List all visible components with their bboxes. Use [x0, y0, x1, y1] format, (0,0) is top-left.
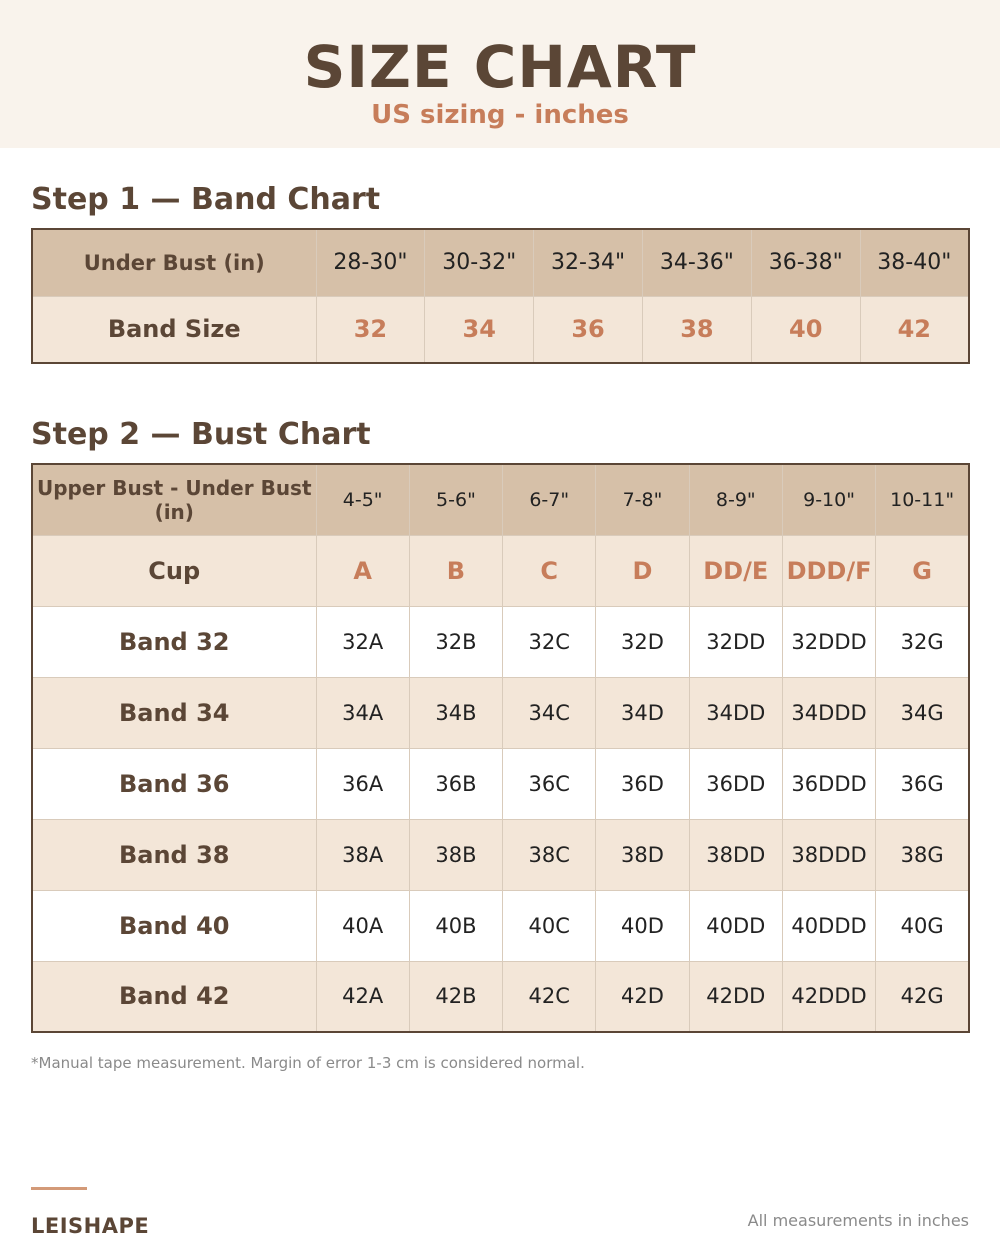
bust-difference-range: 7-8"	[596, 464, 689, 535]
bust-difference-range: 10-11"	[876, 464, 969, 535]
table-row	[32, 819, 969, 890]
table-row	[32, 890, 969, 961]
band-size-value: 34	[425, 296, 534, 363]
bust-difference-range: 4-5"	[316, 464, 409, 535]
band-row-label: Band 36	[32, 748, 316, 819]
size-cell: 38A	[316, 819, 409, 890]
size-cell: 42D	[596, 961, 689, 1032]
size-cell: 38C	[503, 819, 596, 890]
band-row-label: Band 40	[32, 890, 316, 961]
size-cell: 42DD	[689, 961, 782, 1032]
size-cell: 34A	[316, 677, 409, 748]
page-subtitle: US sizing - inches	[371, 100, 629, 130]
cup-value: B	[409, 535, 502, 606]
band-size-value: 42	[860, 296, 969, 363]
size-cell: 40DD	[689, 890, 782, 961]
cup-value: G	[876, 535, 969, 606]
band-row-label: Band 34	[32, 677, 316, 748]
bust-chart-title: Step 2 — Bust Chart	[31, 417, 371, 452]
size-cell: 34D	[596, 677, 689, 748]
table-row	[32, 606, 969, 677]
band-size-row	[32, 296, 969, 363]
bust-chart-table	[31, 463, 970, 1033]
size-cell: 36A	[316, 748, 409, 819]
size-cell: 40C	[503, 890, 596, 961]
band-chart-title: Step 1 — Band Chart	[31, 182, 381, 217]
size-cell: 34DDD	[782, 677, 875, 748]
size-cell: 34DD	[689, 677, 782, 748]
table-row	[32, 677, 969, 748]
cup-row	[32, 535, 969, 606]
under-bust-range: 38-40"	[860, 229, 969, 296]
cup-value: A	[316, 535, 409, 606]
size-cell: 34C	[503, 677, 596, 748]
size-cell: 42G	[876, 961, 969, 1032]
size-cell: 42DDD	[782, 961, 875, 1032]
size-cell: 32D	[596, 606, 689, 677]
size-cell: 40G	[876, 890, 969, 961]
size-cell: 36C	[503, 748, 596, 819]
under-bust-range: 34-36"	[642, 229, 751, 296]
bust-difference-label: Upper Bust - Under Bust (in)	[32, 464, 316, 535]
under-bust-range: 28-30"	[316, 229, 425, 296]
cup-value: DDD/F	[782, 535, 875, 606]
band-size-label: Band Size	[32, 296, 316, 363]
table-row	[32, 961, 969, 1032]
cup-value: D	[596, 535, 689, 606]
size-cell: 40D	[596, 890, 689, 961]
size-cell: 38DDD	[782, 819, 875, 890]
size-cell: 32DD	[689, 606, 782, 677]
under-bust-range: 30-32"	[425, 229, 534, 296]
bust-difference-range: 6-7"	[503, 464, 596, 535]
size-cell: 32G	[876, 606, 969, 677]
size-cell: 32B	[409, 606, 502, 677]
cup-value: DD/E	[689, 535, 782, 606]
header-banner	[0, 0, 1000, 148]
cup-value: C	[503, 535, 596, 606]
size-cell: 36DDD	[782, 748, 875, 819]
size-cell: 38D	[596, 819, 689, 890]
size-cell: 42A	[316, 961, 409, 1032]
size-cell: 34B	[409, 677, 502, 748]
size-cell: 34G	[876, 677, 969, 748]
band-row-label: Band 38	[32, 819, 316, 890]
band-size-value: 32	[316, 296, 425, 363]
under-bust-range: 32-34"	[534, 229, 643, 296]
size-cell: 32DDD	[782, 606, 875, 677]
size-cell: 42B	[409, 961, 502, 1032]
bust-difference-range: 9-10"	[782, 464, 875, 535]
bust-difference-range: 8-9"	[689, 464, 782, 535]
band-chart-table	[31, 228, 970, 364]
band-size-value: 40	[751, 296, 860, 363]
size-cell: 38DD	[689, 819, 782, 890]
table-row	[32, 748, 969, 819]
size-cell: 40B	[409, 890, 502, 961]
footer-divider	[31, 1187, 87, 1190]
band-row-label: Band 32	[32, 606, 316, 677]
under-bust-row	[32, 229, 969, 296]
size-cell: 36D	[596, 748, 689, 819]
page-title: SIZE CHART	[303, 33, 697, 101]
bust-difference-range: 5-6"	[409, 464, 502, 535]
size-cell: 42C	[503, 961, 596, 1032]
size-cell: 38G	[876, 819, 969, 890]
size-cell: 36G	[876, 748, 969, 819]
size-cell: 40A	[316, 890, 409, 961]
bust-difference-row	[32, 464, 969, 535]
cup-label: Cup	[32, 535, 316, 606]
size-cell: 32C	[503, 606, 596, 677]
band-row-label: Band 42	[32, 961, 316, 1032]
size-cell: 36B	[409, 748, 502, 819]
brand-name: LEISHAPE	[31, 1214, 150, 1238]
units-note: All measurements in inches	[747, 1211, 969, 1230]
size-cell: 32A	[316, 606, 409, 677]
size-cell: 40DDD	[782, 890, 875, 961]
size-cell: 38B	[409, 819, 502, 890]
band-size-value: 36	[534, 296, 643, 363]
under-bust-range: 36-38"	[751, 229, 860, 296]
band-size-value: 38	[642, 296, 751, 363]
under-bust-label: Under Bust (in)	[32, 229, 316, 296]
size-cell: 36DD	[689, 748, 782, 819]
measurement-note: *Manual tape measurement. Margin of error 1-3 cm is considered normal.	[31, 1054, 585, 1072]
